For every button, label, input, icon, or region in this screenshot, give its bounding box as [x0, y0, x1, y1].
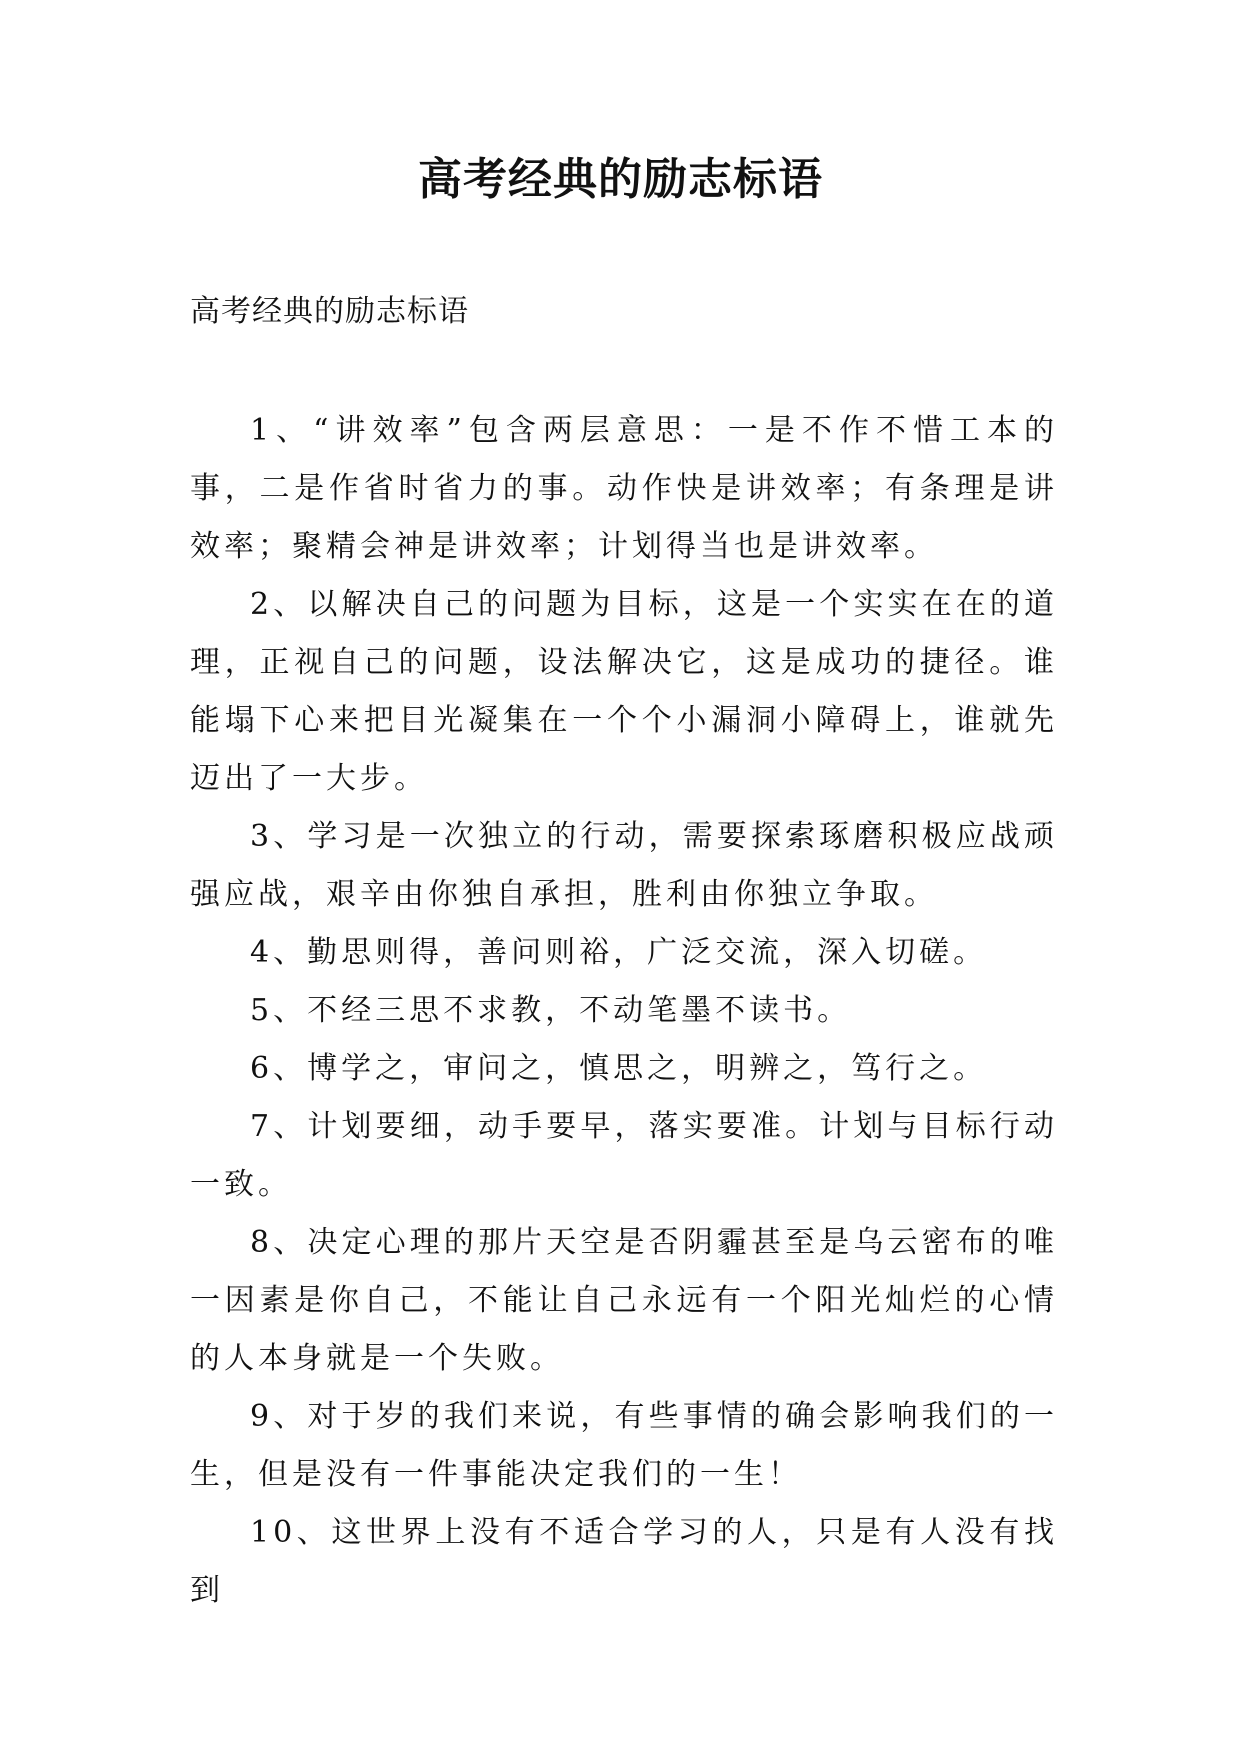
document-subtitle: 高考经典的励志标语	[190, 294, 469, 329]
paragraph-9: 9、对于岁的我们来说，有些事情的确会影响我们的一生，但是没有一件事能决定我们的一生！	[190, 1399, 1058, 1492]
document-body	[190, 402, 1058, 1620]
paragraph-5: 5、不经三思不求教，不动笔墨不读书。	[250, 993, 852, 1028]
paragraph-3: 3、学习是一次独立的行动，需要探索琢磨积极应战顽强应战，艰辛由你独自承担，胜利由你独立争取。	[190, 819, 1058, 912]
paragraph-10: 10、这世界上没有不适合学习的人，只是有人没有找到	[190, 1515, 1058, 1608]
paragraph-6: 6、博学之，审问之，慎思之，明辨之，笃行之。	[250, 1051, 988, 1086]
paragraph-2: 2、以解决自己的问题为目标，这是一个实实在在的道理，正视自己的问题，设法解决它，这是成功的捷径。谁能塌下心来把目光凝集在一个个小漏洞小障碍上，谁就先迈出了一大步。	[190, 587, 1058, 796]
page-title: 高考经典的励志标语	[418, 154, 823, 205]
paragraph-4: 4、勤思则得，善问则裕，广泛交流，深入切磋。	[250, 935, 988, 970]
paragraph-7: 7、计划要细，动手要早，落实要准。计划与目标行动一致。	[190, 1109, 1058, 1202]
paragraph-8: 8、决定心理的那片天空是否阴霾甚至是乌云密布的唯一因素是你自己，不能让自己永远有一个阳光灿烂的心情的人本身就是一个失败。	[190, 1225, 1058, 1376]
paragraph-1: 1、“讲效率”包含两层意思：一是不作不惜工本的事，二是作省时省力的事。动作快是讲效率；有条理是讲效率；聚精会神是讲效率；计划得当也是讲效率。	[190, 413, 1058, 564]
